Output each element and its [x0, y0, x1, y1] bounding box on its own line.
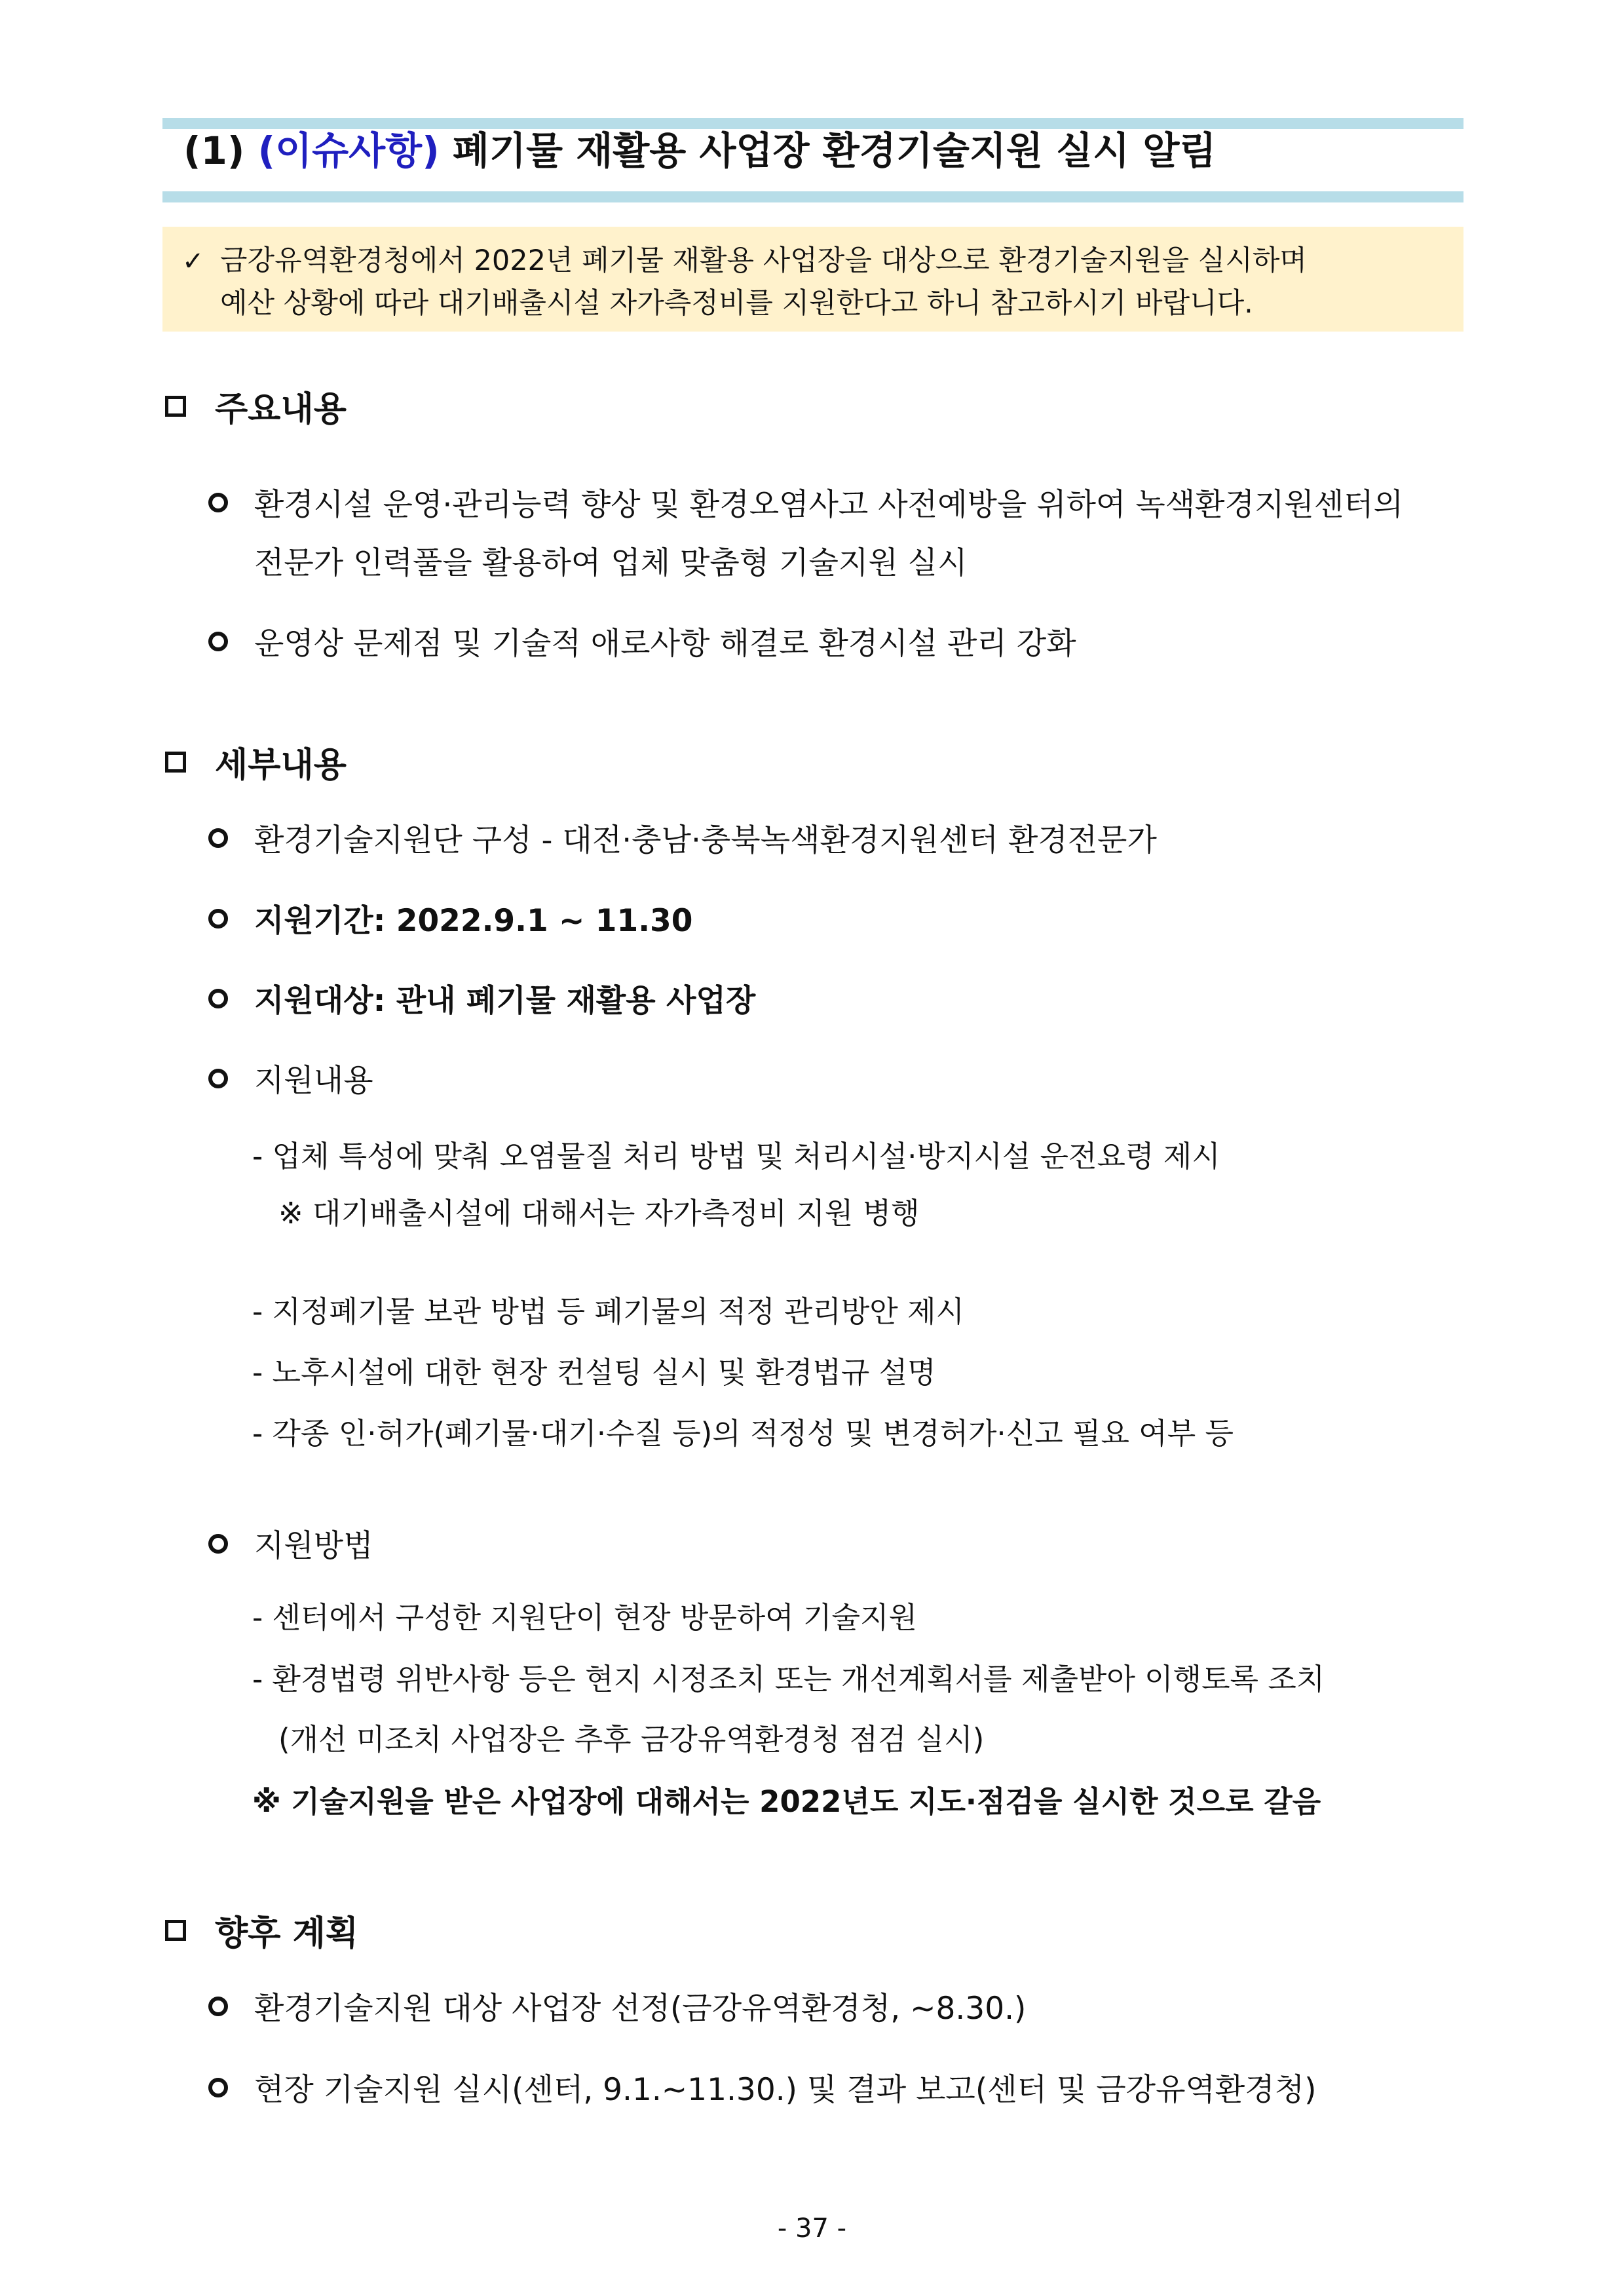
- circle-bullet-icon: [208, 1534, 228, 1554]
- circle-bullet-icon: [208, 828, 228, 848]
- section-heading-main: 주요내용: [165, 381, 347, 430]
- detail-method-label: 지원방법: [208, 1521, 373, 1565]
- section-heading-detail: 세부내용: [165, 737, 347, 786]
- detail-target: 지원대상: 관내 폐기물 재활용 사업장: [208, 976, 755, 1020]
- page-number: - 37 -: [777, 2213, 847, 2244]
- method-item-2: - 환경법령 위반사항 등은 현지 시정조치 또는 개선계획서를 제출받아 이행토록 조치: [252, 1662, 1325, 1696]
- title-issue-tag: (이슈사항): [257, 128, 440, 173]
- summary-callout: [162, 227, 1463, 332]
- title-number: (1): [183, 128, 245, 173]
- title-top-bar: [162, 118, 1463, 129]
- circle-bullet-icon: [208, 493, 228, 512]
- content-item-1: - 업체 특성에 맞춰 오염물질 처리 방법 및 처리시설·방지시설 운전요령 제시: [252, 1139, 1220, 1174]
- section-heading-plan: 향후 계획: [165, 1905, 358, 1955]
- title-bottom-bar: [162, 191, 1463, 202]
- circle-bullet-icon: [208, 909, 228, 928]
- checkbox-square-icon: [165, 396, 186, 417]
- check-icon: ✓: [182, 246, 204, 277]
- main-item-2: 운영상 문제점 및 기술적 애로사항 해결로 환경시설 관리 강화: [208, 619, 1076, 663]
- callout-line-2: 예산 상황에 따라 대기배출시설 자가측정비를 지원한다고 하니 참고하시기 바랍니다.: [220, 287, 1253, 320]
- plan-item-2: 현장 기술지원 실시(센터, 9.1.~11.30.) 및 결과 보고(센터 및 금강유역환경청): [208, 2065, 1316, 2109]
- title-text: 폐기물 재활용 사업장 환경기술지원 실시 알림: [452, 128, 1217, 173]
- callout-line-1: 금강유역환경청에서 2022년 폐기물 재활용 사업장을 대상으로 환경기술지원을 실시하며: [220, 244, 1307, 277]
- circle-bullet-icon: [208, 632, 228, 651]
- detail-content-label: 지원내용: [208, 1056, 373, 1100]
- circle-bullet-icon: [208, 1069, 228, 1088]
- main-item-1: 환경시설 운영·관리능력 향상 및 환경오염사고 사전예방을 위하여 녹색환경지원센터의: [208, 480, 1403, 524]
- content-item-2: - 지정폐기물 보관 방법 등 폐기물의 적정 관리방안 제시: [252, 1294, 965, 1329]
- checkbox-square-icon: [165, 1920, 186, 1941]
- method-item-1: - 센터에서 구성한 지원단이 현장 방문하여 기술지원: [252, 1600, 917, 1635]
- circle-bullet-icon: [208, 2078, 228, 2097]
- plan-item-1: 환경기술지원 대상 사업장 선정(금강유역환경청, ~8.30.): [208, 1984, 1026, 2028]
- detail-period: 지원기간: 2022.9.1 ~ 11.30: [208, 896, 692, 940]
- content-item-3: - 노후시설에 대한 현장 컨설팅 실시 및 환경법규 설명: [252, 1355, 936, 1390]
- circle-bullet-icon: [208, 989, 228, 1008]
- circle-bullet-icon: [208, 1997, 228, 2016]
- main-item-1-continued: 전문가 인력풀을 활용하여 업체 맞춤형 기술지원 실시: [254, 545, 968, 581]
- page-title: [183, 128, 1216, 174]
- method-item-2-continued: (개선 미조치 사업장은 추후 금강유역환경청 점검 실시): [278, 1722, 985, 1757]
- checkbox-square-icon: [165, 752, 186, 773]
- content-item-4: - 각종 인·허가(폐기물·대기·수질 등)의 적정성 및 변경허가·신고 필요 여부 등: [252, 1416, 1234, 1451]
- detail-composition: 환경기술지원단 구성 - 대전·충남·충북녹색환경지원센터 환경전문가: [208, 816, 1157, 860]
- detail-note: ※ 기술지원을 받은 사업장에 대해서는 2022년도 지도·점검을 실시한 것으로 갈음: [252, 1784, 1321, 1819]
- content-note: ※ 대기배출시설에 대해서는 자가측정비 지원 병행: [278, 1196, 920, 1231]
